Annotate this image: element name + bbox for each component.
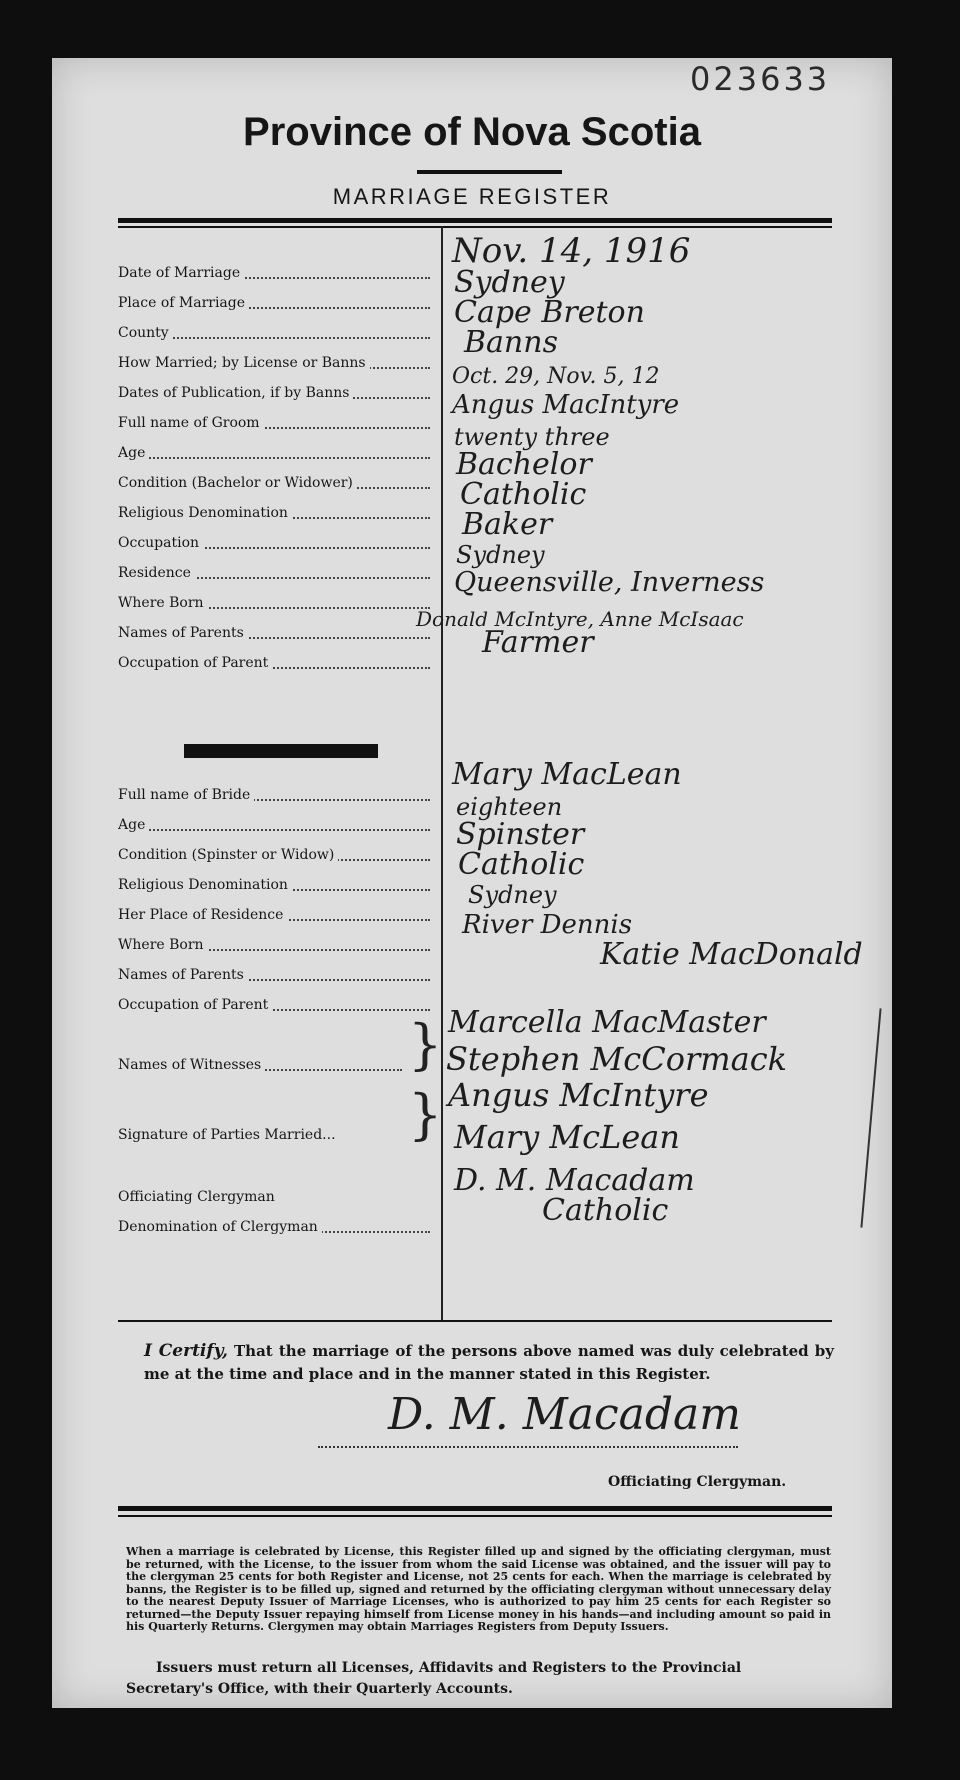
- field-label: Occupation: [118, 534, 436, 552]
- field-value: Sydney: [454, 265, 565, 300]
- signature-line: [318, 1446, 738, 1448]
- witness-name: Stephen McCormack: [446, 1040, 787, 1078]
- field-label: Date of Marriage: [118, 264, 436, 282]
- serial-number: 023633: [690, 60, 831, 98]
- field-label: Signature of Parties Married...: [118, 1126, 408, 1144]
- title-divider: [417, 170, 562, 174]
- field-label: Officiating Clergyman: [118, 1188, 436, 1206]
- clergy-signature: D. M. Macadam: [388, 1389, 741, 1440]
- field-label: Religious Denomination: [118, 876, 436, 894]
- field-label: Full name of Groom: [118, 414, 436, 432]
- field-label: Names of Parents: [118, 966, 436, 984]
- field-value: Queensville, Inverness: [454, 567, 765, 598]
- field-value: Oct. 29, Nov. 5, 12: [452, 364, 660, 389]
- issuers-note: Issuers must return all Licenses, Affidavits and Registers to the Provincial Secretary's Office, with their Quarterly Accounts.: [126, 1660, 742, 1697]
- field-value: D. M. Macadam: [454, 1163, 695, 1198]
- field-value: Banns: [464, 325, 558, 360]
- section-rule: [118, 1320, 832, 1322]
- field-value: Mary MacLean: [452, 757, 682, 792]
- header-rule-thin: [118, 226, 832, 228]
- field-value: Spinster: [456, 817, 585, 852]
- field-label: Religious Denomination: [118, 504, 436, 522]
- field-label: Her Place of Residence: [118, 906, 436, 924]
- certify-lead: I Certify,: [144, 1341, 228, 1361]
- field-label: Place of Marriage: [118, 294, 436, 312]
- signature: Mary McLean: [454, 1118, 680, 1156]
- field-value: Nov. 14, 1916: [452, 231, 691, 271]
- brace: }: [408, 1083, 443, 1146]
- field-value: eighteen: [456, 793, 563, 821]
- signature: Angus McIntyre: [448, 1076, 709, 1114]
- field-value: twenty three: [454, 423, 610, 451]
- field-label: Occupation of Parent: [118, 654, 436, 672]
- field-value: Cape Breton: [454, 295, 645, 330]
- field-label: Names of Parents: [118, 624, 436, 642]
- footer-rule-thin: [118, 1515, 832, 1517]
- field-value: Angus MacIntyre: [452, 390, 680, 420]
- field-label: Full name of Bride: [118, 786, 436, 804]
- field-value: Sydney: [456, 541, 545, 569]
- field-value: Donald McIntyre, Anne McIsaac: [416, 607, 744, 631]
- field-label: Where Born: [118, 936, 436, 954]
- witness-name: Marcella MacMaster: [448, 1005, 766, 1040]
- field-value: River Dennis: [462, 910, 633, 940]
- field-label: Age: [118, 816, 436, 834]
- marriage-register-form: [52, 58, 892, 1708]
- field-label: How Married; by License or Banns: [118, 354, 436, 372]
- province-title: Province of Nova Scotia: [243, 110, 701, 154]
- field-value: Catholic: [460, 477, 587, 512]
- field-value: Baker: [462, 507, 553, 542]
- margin-pen-mark: [860, 1008, 881, 1227]
- field-label: Occupation of Parent: [118, 996, 436, 1014]
- brace: }: [408, 1013, 443, 1076]
- header-rule: [118, 218, 832, 223]
- field-label: Names of Witnesses: [118, 1056, 408, 1074]
- field-value: Farmer: [482, 625, 594, 660]
- bride-section-bar: [184, 744, 378, 758]
- field-value: Katie MacDonald: [600, 937, 863, 972]
- instructions-note: When a marriage is celebrated by License, this Register filled up and signed by the officiating clergyman, must be returned, with the License, to the issuer from whom the said License was obtained, and the issuer will pay to the clergyman 25 cents for both Register and License, not 25 cents for each. When the marriage is celebrated by banns, the Register is to be filled up, signed and returned by the officiating clergyman without unnecessary delay to the nearest Deputy Issuer of Marriage Licenses, who is authorized to pay him 25 cents for each Register so returned—the Deputy Issuer repaying himself from License money in his hands—and including amount so paid in his Quarterly Returns. Clergymen may obtain Marriages Registers from Deputy Issuers.: [126, 1545, 831, 1633]
- footer-rule: [118, 1506, 832, 1511]
- field-value: Sydney: [468, 881, 557, 909]
- field-label: Age: [118, 444, 436, 462]
- officiating-clergyman-label: Officiating Clergyman.: [608, 1474, 787, 1490]
- field-label: Where Born: [118, 594, 436, 612]
- column-divider: [441, 226, 443, 1320]
- field-value: Catholic: [542, 1193, 669, 1228]
- field-label: Condition (Bachelor or Widower): [118, 474, 436, 492]
- field-label: Dates of Publication, if by Banns: [118, 384, 436, 402]
- field-value: Catholic: [458, 847, 585, 882]
- field-label: Denomination of Clergyman: [118, 1218, 436, 1236]
- certify-body: That the marriage of the persons above named was duly celebrated by me at the time and place and in the manner stated in this Register.: [144, 1342, 834, 1383]
- certification-text: [144, 1340, 834, 1386]
- field-label: Residence: [118, 564, 436, 582]
- field-value: Bachelor: [456, 447, 592, 482]
- field-label: County: [118, 324, 436, 342]
- field-label: Condition (Spinster or Widow): [118, 846, 436, 864]
- register-title: MARRIAGE REGISTER: [332, 184, 612, 209]
